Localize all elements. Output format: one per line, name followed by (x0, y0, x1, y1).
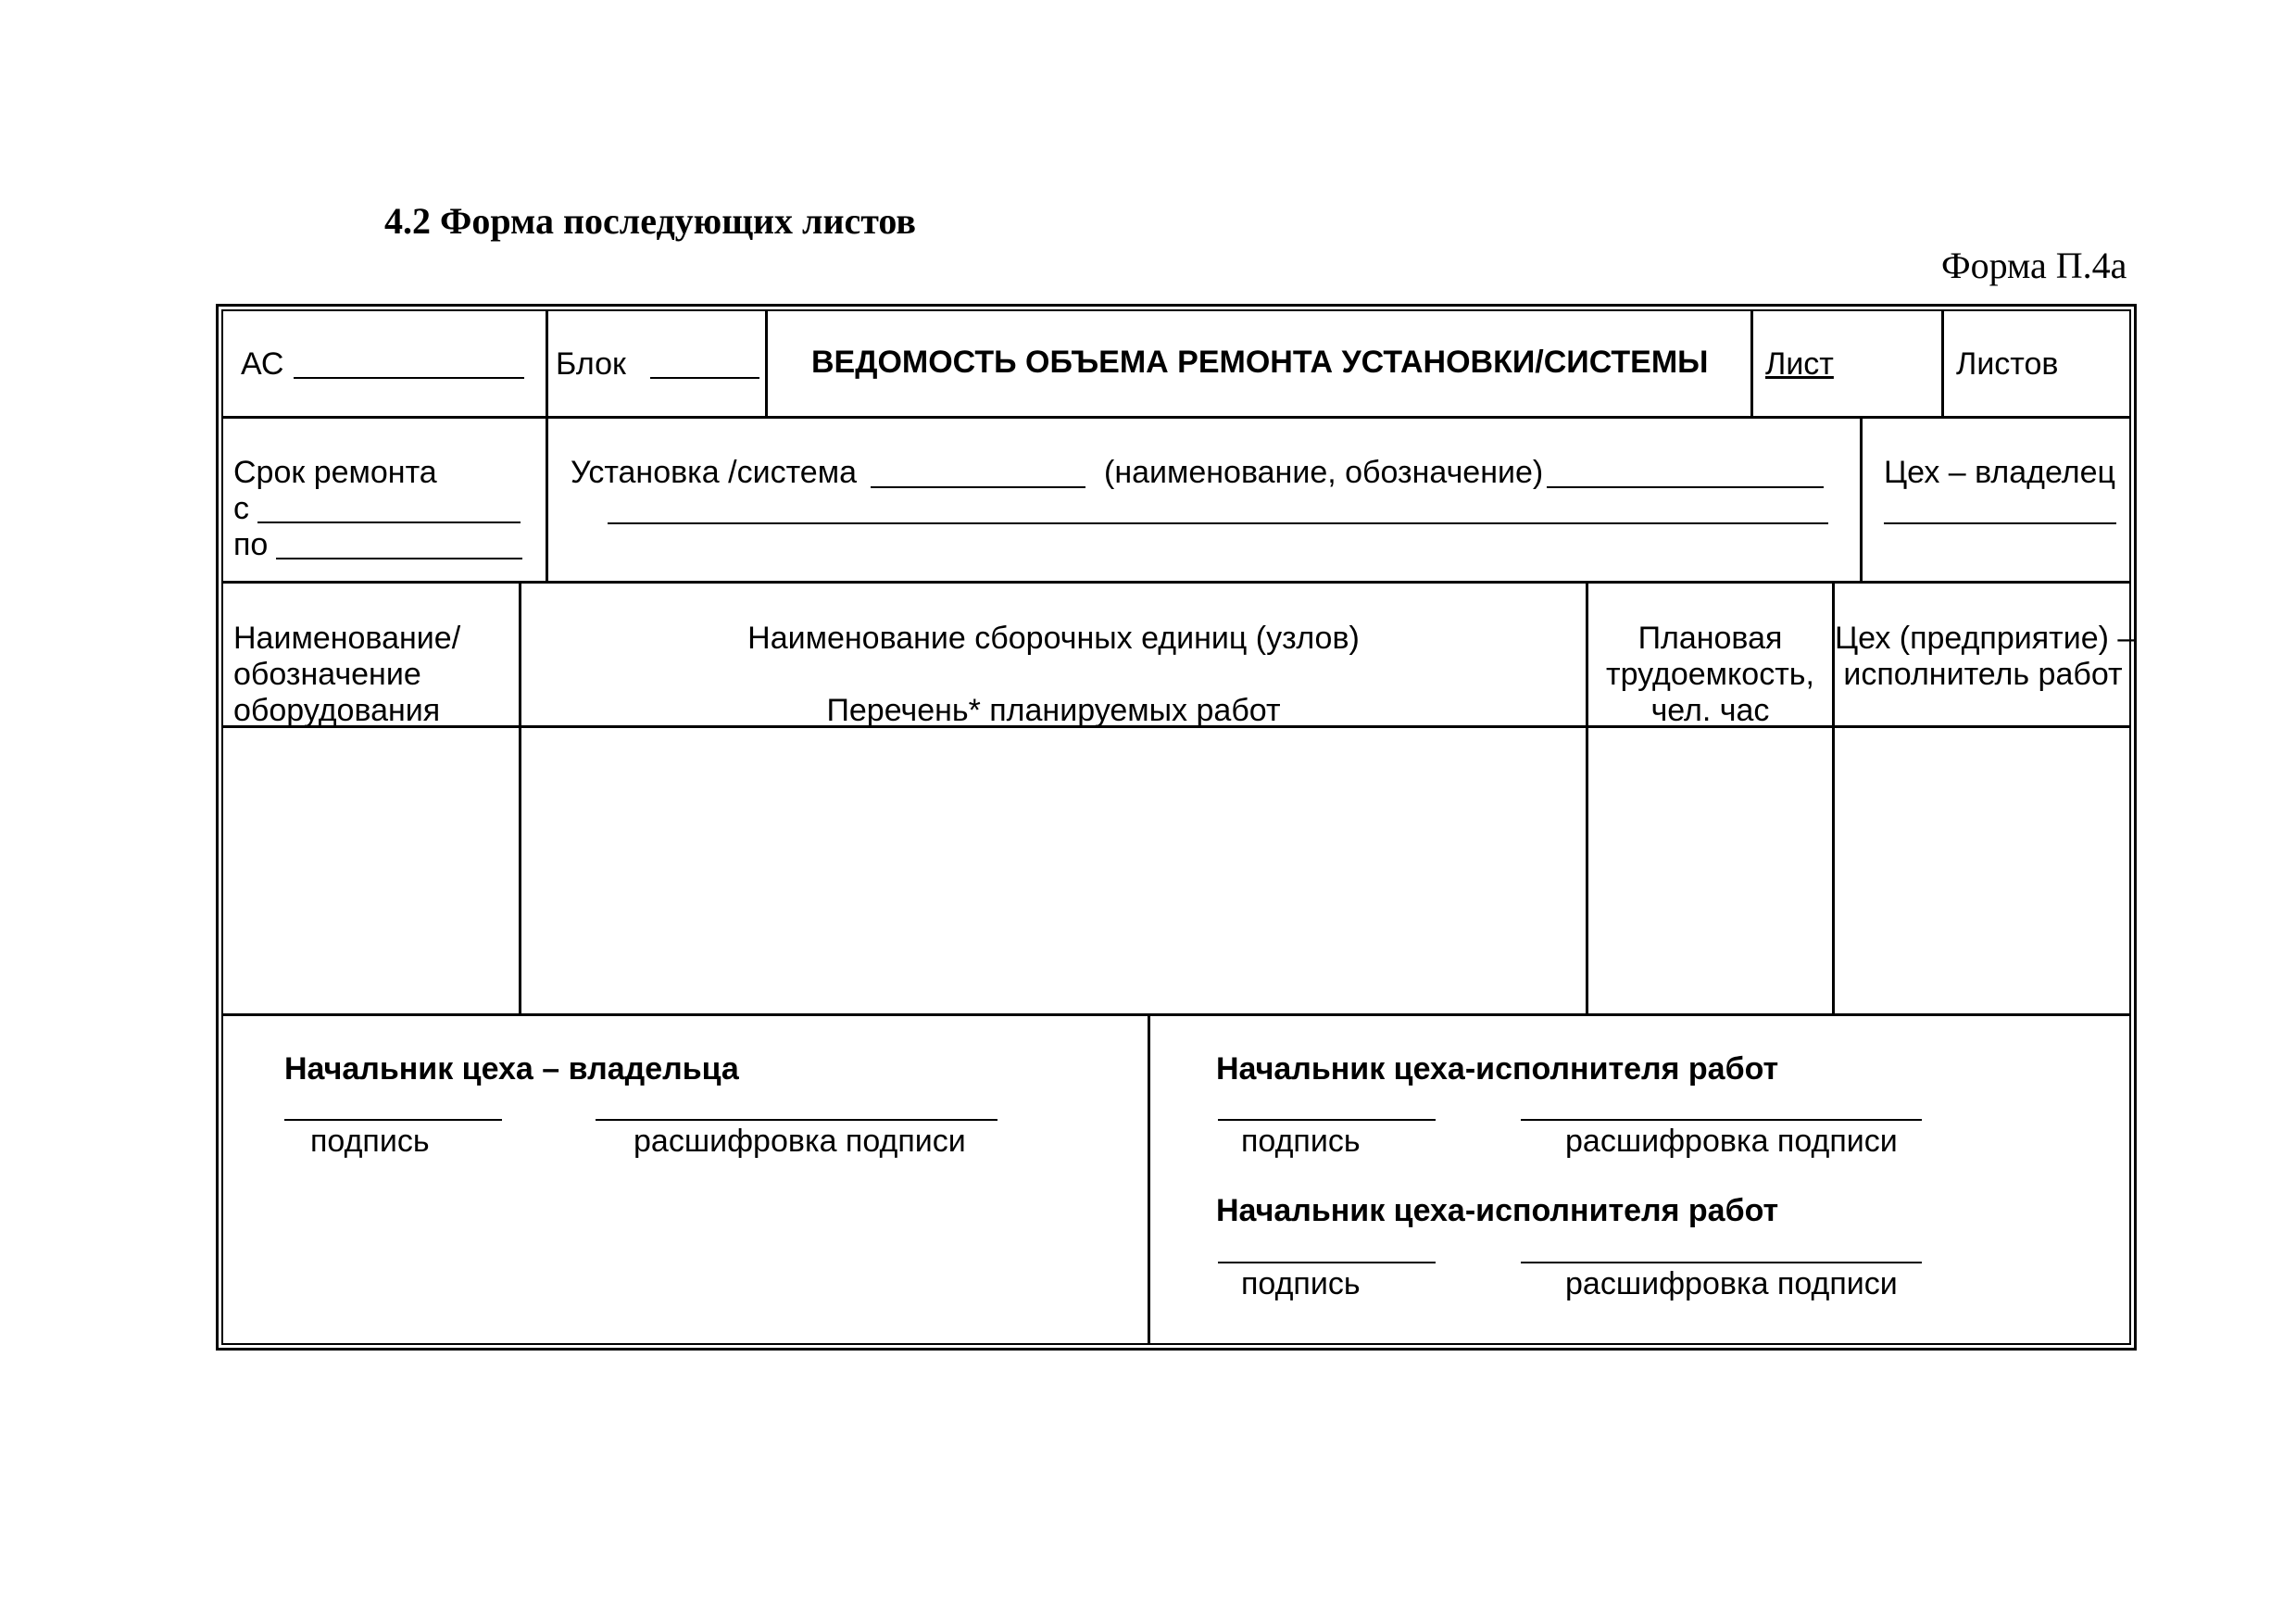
executor-signature-field-1[interactable] (1218, 1119, 1436, 1121)
system-field-line-2[interactable] (608, 522, 1828, 524)
signature-divider (1148, 1015, 1150, 1345)
equipment-header-line-3: оборудования (233, 693, 441, 728)
owner-signature-field[interactable] (284, 1119, 502, 1121)
section-title: 4.2 Форма последующих листов (384, 200, 917, 242)
executor-decoding-label-1: расшифровка подписи (1565, 1124, 1898, 1159)
executor-cell[interactable] (1835, 728, 2128, 1013)
owner-shop-field[interactable] (1884, 522, 2116, 524)
executor-signature-field-2[interactable] (1218, 1262, 1436, 1263)
sheet-label: Лист (1765, 346, 1834, 382)
system-label: Установка /система (571, 455, 857, 490)
labor-cell[interactable] (1588, 728, 1832, 1013)
system-field[interactable] (871, 486, 1085, 488)
executor-head-label-2: Начальник цеха-исполнителя работ (1216, 1193, 1779, 1228)
header-divider (546, 309, 548, 418)
executor-decoding-field-2[interactable] (1521, 1262, 1922, 1263)
header-divider (1941, 309, 1944, 418)
equipment-header-line-1: Наименование/ (233, 621, 461, 656)
name-designation-label: (наименование, обозначение) (1104, 455, 1544, 490)
row-divider-1 (221, 416, 2131, 419)
row2-divider (1860, 418, 1863, 583)
labor-header-line-2: трудоемкость, (1606, 657, 1814, 692)
executor-signature-label-2: подпись (1241, 1266, 1361, 1301)
executor-decoding-label-2: расшифровка подписи (1565, 1266, 1898, 1301)
row-divider-4 (221, 1013, 2131, 1016)
executor-header-line-1: Цех (предприятие) – (1835, 621, 2136, 656)
executor-head-label-1: Начальник цеха-исполнителя работ (1216, 1051, 1779, 1087)
owner-shop-label: Цех – владелец (1884, 455, 2115, 490)
executor-decoding-field-1[interactable] (1521, 1119, 1922, 1121)
labor-header-line-3: чел. час (1650, 693, 1770, 728)
owner-signature-label: подпись (310, 1124, 430, 1159)
equipment-cell[interactable] (224, 728, 519, 1013)
labor-header-line-1: Плановая (1637, 621, 1783, 656)
repair-from-field[interactable] (257, 521, 521, 523)
block-label: Блок (556, 346, 626, 382)
owner-decoding-label: расшифровка подписи (634, 1124, 966, 1159)
repair-period-label: Срок ремонта (233, 455, 437, 490)
work-list-header: Перечень* планируемых работ (826, 693, 1281, 728)
repair-to-field[interactable] (276, 558, 522, 559)
work-list-cell[interactable] (521, 728, 1586, 1013)
row-divider-2 (221, 581, 2131, 584)
header-divider (1750, 309, 1753, 418)
repair-from-label: с (233, 491, 249, 526)
row2-divider (546, 418, 548, 583)
as-label: АС (241, 346, 284, 382)
owner-decoding-field[interactable] (596, 1119, 997, 1121)
as-field[interactable] (294, 377, 524, 379)
header-divider (765, 309, 768, 418)
name-designation-field[interactable] (1547, 486, 1824, 488)
equipment-header-line-2: обозначение (233, 657, 421, 692)
form-label: Форма П.4а (1941, 245, 2127, 286)
executor-header-line-2: исполнитель работ (1843, 657, 2123, 692)
repair-to-label: по (233, 527, 269, 562)
executor-signature-label-1: подпись (1241, 1124, 1361, 1159)
form-title: ВЕДОМОСТЬ ОБЪЕМА РЕМОНТА УСТАНОВКИ/СИСТЕМЫ (811, 345, 1709, 380)
owner-head-label: Начальник цеха – владельца (284, 1051, 739, 1087)
sheets-label: Листов (1956, 346, 2059, 382)
assembly-units-header: Наименование сборочных единиц (узлов) (747, 621, 1360, 656)
block-field[interactable] (650, 377, 759, 379)
